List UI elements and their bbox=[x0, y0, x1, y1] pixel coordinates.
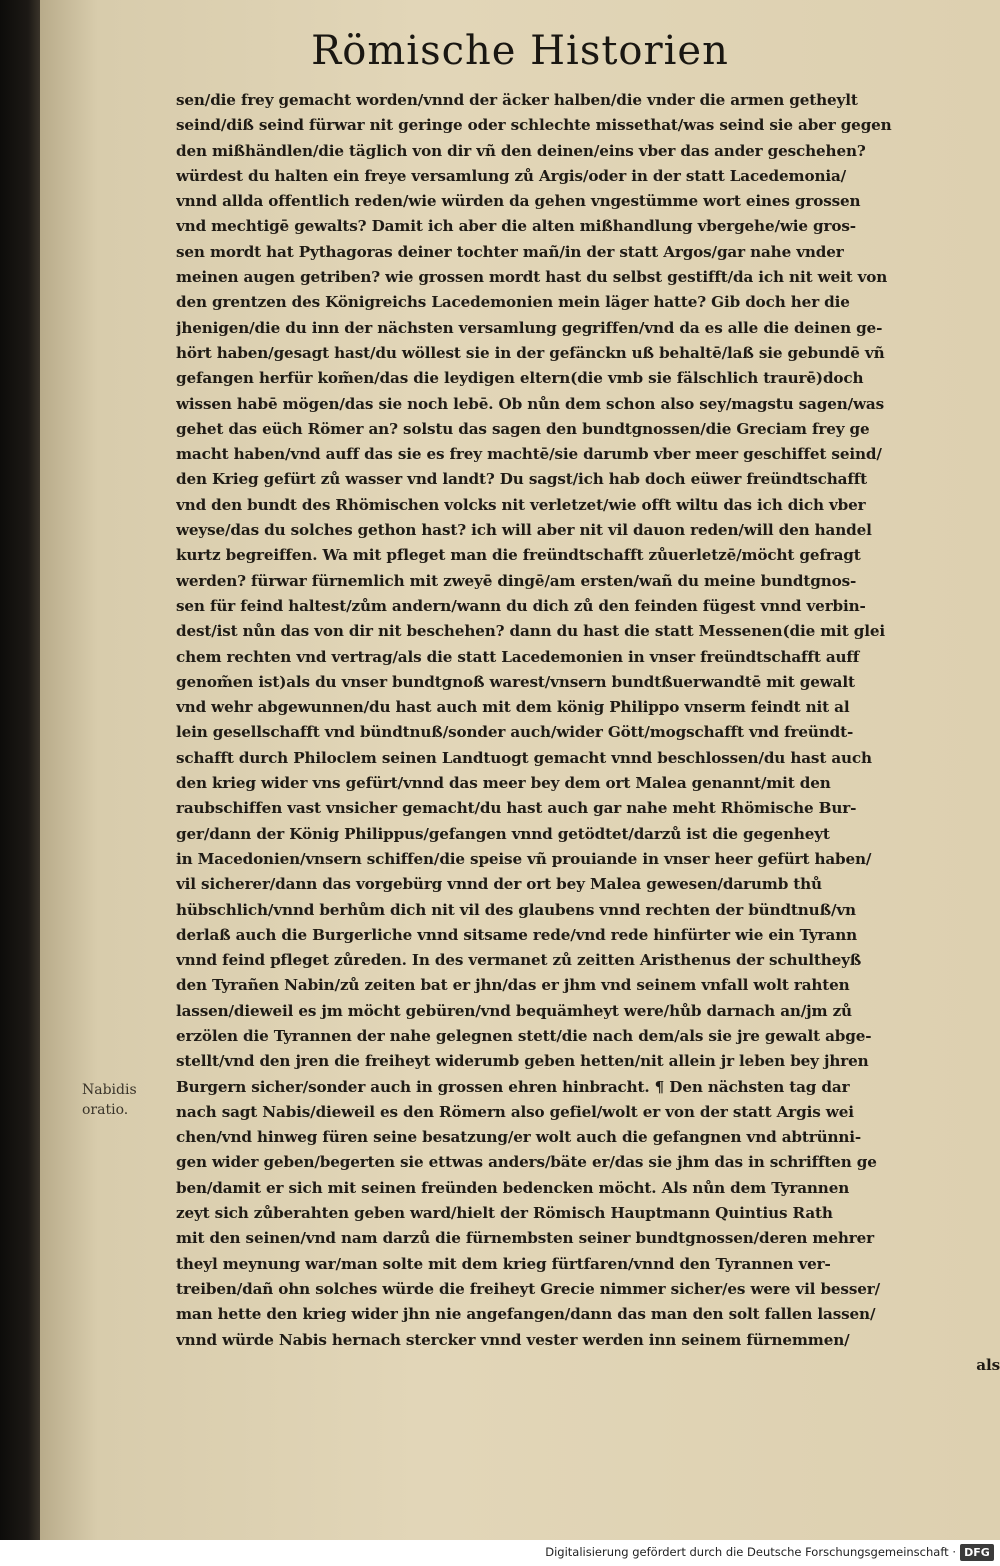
text-line: sen für feind haltest/zům andern/wann du dich zů den feinden fügest vnnd verbin- bbox=[176, 596, 866, 615]
page-heading: Römische Historien bbox=[311, 28, 729, 74]
text-line: theyl meynung war/man solte mit dem krieg fürtfaren/vnnd den Tyrannen ver- bbox=[176, 1254, 831, 1273]
text-line: ben/damit er sich mit seinen freünden bedencken möcht. Als nůn dem Tyrannen bbox=[176, 1178, 850, 1197]
text-line: lein gesellschafft vnd bündtnuß/sonder auch/wider Gött/mogschafft vnd freündt- bbox=[176, 723, 854, 742]
text-line: dest/ist nůn das von dir nit beschehen? dann du hast die statt Messenen(die mit glei bbox=[176, 622, 885, 641]
text-line: gehet das eüch Römer an? solstu das sagen den bundtgnossen/die Greciam frey ge bbox=[176, 419, 870, 438]
text-line: chem rechten vnd vertrag/als die statt Lacedemonien in vnser freündtschafft auff bbox=[176, 647, 860, 666]
footer-bar bbox=[0, 1540, 1000, 1566]
text-line: vnd den bundt des Rhömischen volcks nit verletzet/wie offt wiltu das ich dich vber bbox=[176, 495, 866, 514]
text-line: genom̃en ist)als du vnser bundtgnoß warest/vnsern bundtßuerwandtē mit gewalt bbox=[176, 672, 855, 691]
text-line: meinen augen getriben? wie grossen mordt hast du selbst gestifft/da ich nit weit von bbox=[176, 268, 888, 287]
text-line: stellt/vnd den jren die freiheyt widerumb geben hetten/nit allein jr leben bey jhren bbox=[176, 1052, 869, 1071]
text-line: treiben/dañ ohn solches würde die freiheyt Grecie nimmer sicher/es were vil besser/ bbox=[176, 1279, 880, 1298]
text-line: den mißhändlen/die täglich von dir vñ den deinen/eins vber das ander geschehen? bbox=[176, 141, 866, 160]
text-line: erzölen die Tyrannen der nahe gelegnen stett/die nach dem/als sie jre gewalt abge- bbox=[176, 1026, 872, 1045]
book-gutter-shadow bbox=[0, 0, 40, 1540]
text-line: macht haben/vnd auff das sie es frey machtē/sie darumb vber meer geschiffet seind/ bbox=[176, 445, 882, 464]
text-line: weyse/das du solches gethon hast? ich will aber nit vil dauon reden/will den handel bbox=[176, 521, 872, 540]
text-line: den Krieg gefürt zů wasser vnd landt? Du sagst/ich hab doch eüwer freündtschafft bbox=[176, 470, 867, 489]
text-line: vnd wehr abgewunnen/du hast auch mit dem könig Philippo vnserm feindt nit al bbox=[176, 698, 850, 717]
text-line: raubschiffen vast vnsicher gemacht/du hast auch gar nahe meht Rhömische Bur- bbox=[176, 799, 857, 818]
text-line: zeyt sich zůberahten geben ward/hielt der Römisch Hauptmann Quintius Rath bbox=[176, 1204, 833, 1223]
dfg-logo: DFG bbox=[960, 1544, 994, 1561]
text-line: derlaß auch die Burgerliche vnnd sitsame rede/vnd rede hinfürter wie ein Tyrann bbox=[176, 925, 858, 944]
text-line: ger/dann der König Philippus/gefangen vnnd getödtet/darzů ist die gegenheyt bbox=[176, 824, 830, 843]
margin-note-line: oratio. bbox=[82, 1102, 129, 1118]
text-line: kurtz begreiffen. Wa mit pfleget man die freündtschafft zůuerletzē/möcht gefragt bbox=[176, 546, 861, 565]
text-line: vnnd würde Nabis hernach stercker vnnd vester werden inn seinem fürnemmen/ bbox=[176, 1330, 850, 1349]
text-line: sen/die frey gemacht worden/vnnd der äcker halben/die vnder die armen getheylt bbox=[176, 91, 858, 109]
text-line: gefangen herfür kom̃en/das die leydigen eltern(die vmb sie fälschlich traurē)doch bbox=[176, 369, 864, 388]
book-page bbox=[40, 0, 1000, 1540]
text-line: schafft durch Philoclem seinen Landtuogt gemacht vnnd beschlossen/du hast auch bbox=[176, 748, 872, 767]
margin-note bbox=[82, 1080, 152, 1120]
text-line: man hette den krieg wider jhn nie angefangen/dann das man den solt fallen lassen/ bbox=[176, 1305, 876, 1324]
text-line: vil sicherer/dann das vorgebürg vnnd der ort bey Malea gewesen/darumb thů bbox=[176, 875, 822, 894]
margin-note-line: Nabidis bbox=[82, 1082, 137, 1098]
text-line: den grentzen des Königreichs Lacedemonien mein läger hatte? Gib doch her die bbox=[176, 293, 850, 312]
text-line: Burgern sicher/sonder auch in grossen ehren hinbracht. ¶ Den nächsten tag dar bbox=[176, 1077, 850, 1096]
text-line: vnd mechtigē gewalts? Damit ich aber die alten mißhandlung vbergehe/wie gros- bbox=[176, 217, 856, 236]
text-line: jhenigen/die du inn der nächsten versamlung gegriffen/vnd da es alle die deinen ge- bbox=[176, 318, 883, 337]
text-line: chen/vnd hinweg füren seine besatzung/er wolt auch die gefangnen vnd abtrünni- bbox=[176, 1128, 862, 1147]
text-line: hört haben/gesagt hast/du wöllest sie in der gefänckn uß behaltē/laß sie gebundē vñ bbox=[176, 343, 885, 362]
text-line: in Macedonien/vnsern schiffen/die speise vñ prouiande in vnser heer gefürt haben/ bbox=[176, 849, 872, 868]
funding-notice: Digitalisierung gefördert durch die Deutsche Forschungsgemeinschaft · bbox=[545, 1545, 956, 1559]
catchword: als bbox=[976, 1355, 1000, 1374]
text-line: den Tyrañen Nabin/zů zeiten bat er jhn/das er jhm vnd seinem vnfall wolt rahten bbox=[176, 976, 850, 995]
text-line: nach sagt Nabis/dieweil es den Römern also gefiel/wolt er von der statt Argis wei bbox=[176, 1102, 854, 1121]
text-line: den krieg wider vns gefürt/vnnd das meer bey dem ort Malea genannt/mit den bbox=[176, 774, 831, 793]
text-line: hübschlich/vnnd berhům dich nit vil des glaubens vnnd rechten der bündtnuß/vn bbox=[176, 900, 856, 919]
text-line: gen wider geben/begerten sie ettwas anders/bäte er/das sie jhm das in schrifften ge bbox=[176, 1153, 877, 1172]
body-text bbox=[176, 88, 1000, 1378]
text-line: seind/diß seind fürwar nit geringe oder schlechte missethat/was seind sie aber gegen bbox=[176, 116, 892, 135]
text-line: vnnd allda offentlich reden/wie würden da gehen vngestümme wort eines grossen bbox=[176, 192, 861, 211]
text-line: würdest du halten ein freye versamlung zů Argis/oder in der statt Lacedemonia/ bbox=[176, 166, 847, 185]
text-line: sen mordt hat Pythagoras deiner tochter mañ/in der statt Argos/gar nahe vnder bbox=[176, 242, 844, 261]
text-line: mit den seinen/vnd nam darzů die fürnembsten seiner bundtgnossen/deren mehrer bbox=[176, 1229, 874, 1248]
text-line: wissen habē mögen/das sie noch lebē. Ob nůn dem schon also sey/magstu sagen/was bbox=[176, 394, 885, 413]
text-line: vnnd feind pfleget zůreden. In des vermanet zů zeitten Aristhenus der schultheyß bbox=[176, 951, 862, 970]
text-line: lassen/dieweil es jm möcht gebüren/vnd bequämheyt were/hůb darnach an/jm zů bbox=[176, 1001, 852, 1020]
text-line: werden? fürwar fürnemlich mit zweyē dingē/am ersten/wañ du meine bundtgnos- bbox=[176, 571, 857, 590]
